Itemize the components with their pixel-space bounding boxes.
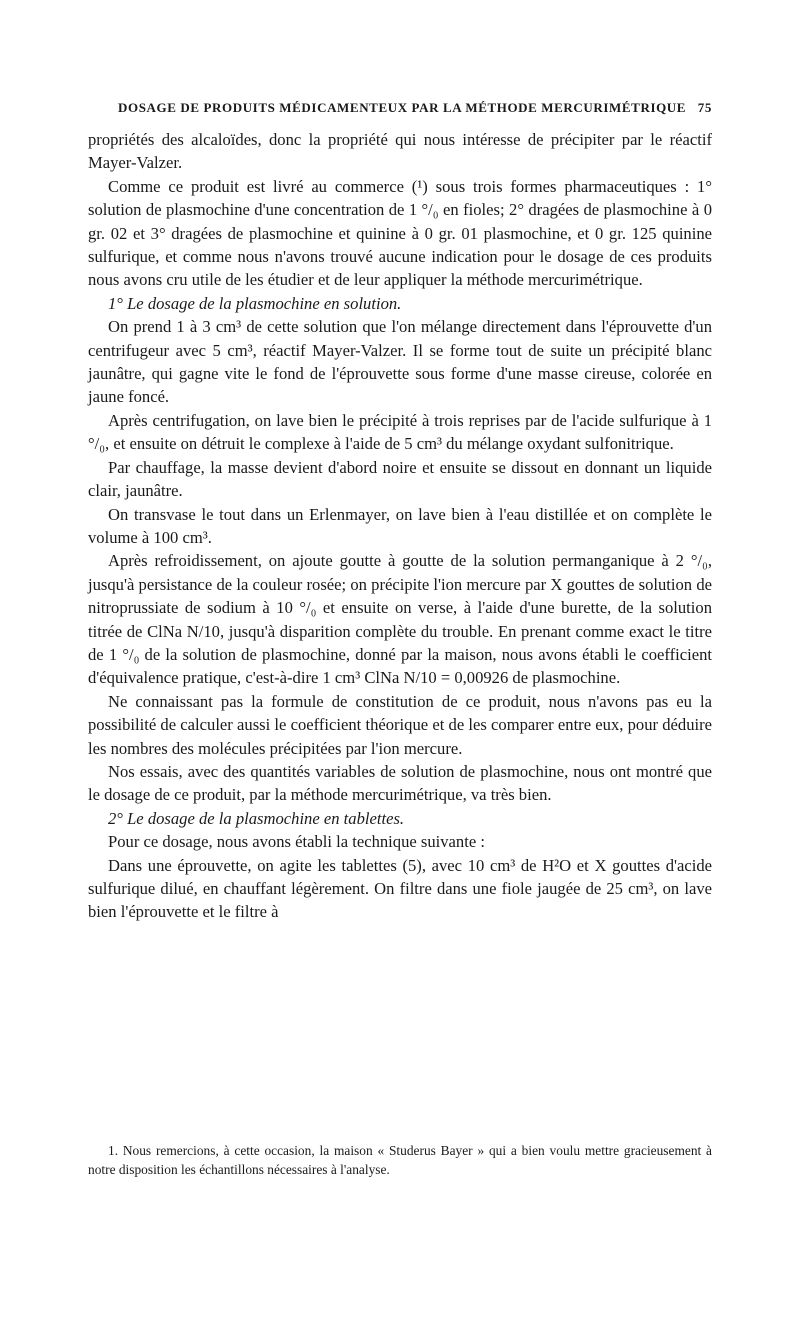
footnote: 1. Nous remercions, à cette occasion, la maison « Studerus Bayer » qui a bien voulu mettre gracieusement à notre disposition les échantillons nécessaires à l'analyse. xyxy=(88,1143,712,1177)
paragraph: propriétés des alcaloïdes, donc la propriété qui nous intéresse de précipiter par le réactif Mayer-Valzer. xyxy=(88,130,712,173)
paragraph: Pour ce dosage, nous avons établi la technique suivante : xyxy=(108,832,485,852)
body-text xyxy=(88,128,712,924)
paragraph: Par chauffage, la masse devient d'abord noire et ensuite se dissout en donnant un liquide clair, jaunâtre. xyxy=(88,457,712,501)
section-heading-text: 1° Le dosage de la plasmochine en solution. xyxy=(108,293,402,313)
paragraph: On prend 1 à 3 cm³ de cette solution que l'on mélange directement dans l'éprouvette d'un centrifugeur avec 5 cm³, réactif Mayer-Valzer. Il se forme tout de suite un précipité blanc jaunâtre, qui gagne vite le fond de l'éprouvette sous forme d'une masse cireuse, colorée en jaune foncé. xyxy=(88,317,712,407)
running-head xyxy=(88,96,712,118)
paragraph: On transvase le tout dans un Erlenmayer, on lave bien à l'eau distillée et on complète le volume à 100 cm³. xyxy=(88,504,712,547)
paragraph: Nos essais, avec des quantités variables de solution de plasmochine, nous ont montré que le dosage de ce produit, par la méthode mercurimétrique, va très bien. xyxy=(88,761,712,805)
page-number: 75 xyxy=(697,100,712,115)
section-heading xyxy=(88,807,712,830)
paragraph: Comme ce produit est livré au commerce (¹) sous trois formes pharmaceutiques : 1° solution de plasmochine d'une concentration de 1 °/₀ en fioles; 2° dragées de plasmochine à 0 gr. 02 et 3° dragées de plasmochine et quinine à 0 gr. 01 plasmochine, et 0 gr. 125 quinine sulfurique, et comme nous n'avons trouvé aucune indication pour le dosage de ces produits nous avons cru utile de les étudier et de leur appliquer la méthode mercurimétrique. xyxy=(88,176,712,290)
paragraph: Après centrifugation, on lave bien le précipité à trois reprises par de l'acide sulfurique à 1 °/₀, et ensuite on détruit le complexe à l'aide de 5 cm³ du mélange oxydant sulfonitrique. xyxy=(88,410,712,454)
section-heading xyxy=(88,292,712,315)
section-heading-text: 2° Le dosage de la plasmochine en tablettes. xyxy=(108,808,405,828)
page xyxy=(88,96,712,1177)
paragraph: Ne connaissant pas la formule de constitution de ce produit, nous n'avons pas eu la possibilité de calculer aussi le coefficient théorique et de les comparer entre eux, pour déduire les nombres des molécules précipitées par l'ion mercure. xyxy=(88,691,712,758)
paragraph: Dans une éprouvette, on agite les tablettes (5), avec 10 cm³ de H²O et X gouttes d'acide sulfurique dilué, en chauffant légèrement. On filtre dans une fiole jaugée de 25 cm³, on lave bien l'éprouvette et le filtre à xyxy=(88,855,712,922)
paragraph: Après refroidissement, on ajoute goutte à goutte de la solution permanganique à 2 °/₀, jusqu'à persistance de la couleur rosée; on précipite l'ion mercure par X gouttes de solution de nitroprussiate de sodium à 10 °/₀ et ensuite on verse, à l'aide d'une burette, de la solution titrée de ClNa N/10, jusqu'à disparition complète du trouble. En prenant comme exact le titre de 1 °/₀ de la solution de plasmochine, donné par la maison, nous avons établi le coefficient d'équivalence pratique, c'est-à-dire 1 cm³ ClNa N/10 = 0,00926 de plasmochine. xyxy=(88,551,712,688)
running-head-title: DOSAGE DE PRODUITS MÉDICAMENTEUX PAR LA MÉTHODE MERCURIMÉTRIQUE xyxy=(118,100,687,115)
